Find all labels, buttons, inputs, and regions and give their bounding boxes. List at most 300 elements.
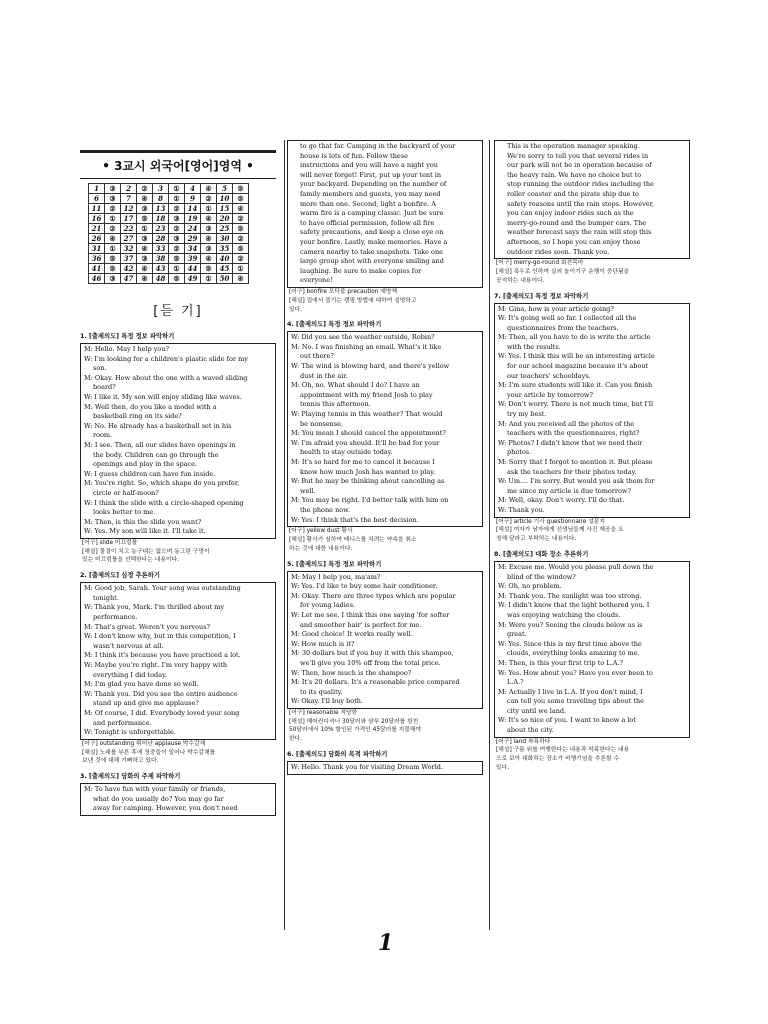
section-heading: [듣 기] [153,304,203,319]
answer-choice: ④ [105,234,121,244]
question-number: 48 [153,274,169,284]
question-3 [80,771,276,816]
script-line: will never forget! First, put up your tent in [300,170,442,179]
script-line: stand up and give me applause? [93,699,199,708]
question-number: 34 [185,244,201,254]
script-line: photos. [507,448,532,457]
answer-choice: ④ [201,254,217,264]
explanation-line: 하는 것에 대한 내용이다. [289,545,353,552]
script-line: house is lots of fun. Follow these [300,151,408,160]
script-line: we'll give you 10% off from the total price. [300,658,441,667]
script-line: out there? [300,352,334,361]
script-line: W: No. He already has a basketball set in his [84,421,232,430]
script-line: M: Actually I live in L.A. If you don't mind, I [498,687,643,696]
explanation-line: [어구] reasonable 적당한 [289,709,358,716]
script-box [287,571,483,709]
script-line: M: Good job, Sarah. Your song was outstanding [84,584,241,593]
script-line: our park will not be in operation because of [507,161,652,170]
script-line: M: Sorry that I forgot to mention it. But please [498,458,653,467]
script-line: away for camping. However, you don't need [93,804,238,813]
script-line: family members and guests, you may need [300,189,441,198]
answer-choice: ⑤ [169,274,185,284]
script-line: M: To have fun with your family or friends, [84,785,226,794]
question-number: 3 [153,184,169,194]
page-number: 1 [378,930,394,956]
answer-choice: ② [169,244,185,254]
question-number: 29 [185,234,201,244]
question-1 [80,331,276,565]
script-line: to have official permission, follow all fire [300,218,435,227]
script-line: about the city. [507,726,554,735]
question-number: 27 [121,234,137,244]
script-line: W: Um.... I'm sorry. But would you ask them for [498,477,655,486]
script-line: for our school magazine because it's about [507,362,649,371]
script-line: more than one. Second, light a bonfire. A [300,199,436,208]
answer-choice: ① [233,264,249,274]
answer-choice: ③ [137,234,153,244]
question-number: 44 [185,264,201,274]
answer-choice: ② [105,204,121,214]
answer-choice: ② [233,214,249,224]
script-line: everyone! [300,276,333,285]
answer-row [89,194,249,204]
script-line: M: I think it's because you have practiced a lot. [84,651,241,660]
question-number: 15 [217,204,233,214]
script-line: health to stay outside today. [300,448,393,457]
script-line: teachers with the questionnaires, right? [507,429,640,438]
explanation-line: 있다. [289,306,303,313]
script-line: W: Yes. I think this will be an interesting article [498,352,655,361]
script-line: M: 30 dollars but if you buy it with this shampoo, [291,649,454,658]
question-number: 28 [153,234,169,244]
script-line: can tell you some traveling tips about the [507,697,645,706]
question-heading: 2. [출제의도] 심정 추론하기 [80,572,160,580]
question-number: 30 [217,234,233,244]
answer-row [89,184,249,194]
question-number: 11 [89,204,105,214]
script-line: W: Let me see. I think this one saying 'for softer [291,610,450,619]
script-line: This is the operation manager speaking. [507,142,640,150]
answer-choice: ③ [169,234,185,244]
script-box [80,343,276,539]
question-number: 20 [217,214,233,224]
answer-choice: ② [233,234,249,244]
script-line: M: Good choice! It works really well. [291,630,413,639]
script-line: M: No. I was finishing an email. What's it like [291,342,442,351]
script-line: W: Thank you. Did you see the entire audience [84,689,238,698]
script-line: camera nearby to take snapshots. Take one [300,247,443,256]
explanation-line: 50달러에서 10% 할인된 가격인 45달러를 지불해야 [289,727,422,734]
script-line: your bonfire. Lastly, make memories. Have a [300,237,448,246]
script-line: with the results. [507,342,561,351]
question-number: 1 [89,184,105,194]
script-line: M: Of course, I did. Everybody loved your song [84,708,240,717]
answer-choice: ③ [137,254,153,264]
answer-choice: ④ [201,234,217,244]
script-line: W: It's so nice of you. I want to know a lot [498,716,636,725]
script-line: try my best. [507,410,547,419]
question-number: 17 [121,214,137,224]
script-line: instructions and you will have a night you [300,161,438,170]
script-line: our teachers' schooldays. [507,371,591,380]
answer-choice: ③ [105,194,121,204]
question-heading: 6. [출제의도] 담화의 목적 파악하기 [287,751,388,759]
question-number: 2 [121,184,137,194]
script-line: M: Okay. How about the one with a waved sliding [84,373,248,382]
question-6-continued [494,140,690,286]
script-line: M: Hello. May I help you? [84,345,170,353]
script-line: questionnaires from the teachers. [507,323,619,332]
column-2 [287,140,483,775]
question-number: 25 [217,224,233,234]
answer-row [89,224,249,234]
script-line: W: I don't know why, but in this competition, I [84,632,236,641]
script-line: M: Excuse me. Would you please pull down the [498,562,654,571]
script-line: M: It's so hard for me to cancel it because I [291,458,435,467]
question-number: 22 [121,224,137,234]
script-line: W: Did you see the weather outside, Robin? [291,333,435,342]
question-number: 36 [89,254,105,264]
script-line: performance. [93,613,138,622]
answer-choice: ③ [105,184,121,194]
explanation-line: [어구] land 착륙하다 [496,738,551,745]
answer-choice: ⑤ [233,194,249,204]
explanation-line: [해설] 헤어컨디셔너 30달러와 샴푸 20달러를 함친 [289,718,419,725]
question-heading: 8. [출제의도] 대화 장소 추론하기 [494,550,589,558]
answer-choice: ① [169,264,185,274]
script-line: L.A.? [507,678,524,687]
answer-choice: ④ [201,214,217,224]
script-line: son. [93,364,107,373]
explanation-line: [해설] 집에서 즐기는 캠핑 방법에 대하여 설명하고 [289,297,417,304]
answer-row [89,204,249,214]
question-number: 21 [89,224,105,234]
question-number: 31 [89,244,105,254]
question-number: 24 [185,224,201,234]
script-line: well. [300,486,316,495]
answer-choice: ① [137,224,153,234]
script-line: W: It's going well so far. I collected all the [498,314,637,323]
explanation-line: [어구] slide 미끄럼틀 [82,539,138,546]
script-line: safety precautions, and keep a close eye on [300,228,444,237]
answer-choice: ② [105,224,121,234]
script-line: W: Okay. I'll buy both. [291,697,364,706]
explanation-line: 있는 미끄럼틀을 선택한다는 내용이다. [82,557,179,564]
script-line: W: How much is it? [291,639,355,648]
answer-choice: ② [137,184,153,194]
answer-choice: ① [169,194,185,204]
question-number: 13 [153,204,169,214]
script-line: outdoor rides soon. Thank you. [507,247,610,256]
question-number: 43 [153,264,169,274]
script-line: M: Well then, do you like a model with a [84,402,217,411]
column-1 [80,140,276,816]
question-heading: 7. [출제의도] 특정 정보 파악하기 [494,292,589,300]
question-number: 38 [153,254,169,264]
script-line: room. [93,431,113,440]
explanation-line: 한다. [289,736,303,743]
script-line: M: Were you? Seeing the clouds below us is [498,620,643,629]
script-line: W: Hello. Thank you for visiting Dream World. [291,763,444,772]
explanation-line: [해설] 노래를 부른 후에 청중들이 일어나 박수갈채를 [82,749,216,756]
script-line: M: Well, okay. Don't worry. I'll do that. [498,496,625,505]
script-line: to its quality. [300,687,343,696]
answer-row [89,264,249,274]
script-line: W: I'm looking for a children's plastic slide for my [84,354,248,363]
script-line: W: Thank you, Mark. I'm thrilled about my [84,603,225,612]
answer-row [89,214,249,224]
script-box [80,783,276,816]
script-line: W: I'm afraid you should. It'll be bad for your [291,438,440,447]
question-number: 33 [153,244,169,254]
script-box [494,140,690,259]
script-line: M: Thank you. The sunlight was too strong. [498,591,642,600]
answer-choice: ③ [137,204,153,214]
explanation-line: [해설] 물결이 치고 농구대는 없으며 동그란 구멍이 [82,548,210,555]
script-box [494,303,690,518]
question-6 [287,749,483,775]
script-line: appointment with my friend Josh to play [300,390,433,399]
script-line: warm fire is a camping classic. Just be sure [300,209,444,218]
question-7 [494,291,690,544]
script-line: weather forecast says the rain will stop this [507,228,652,237]
answer-choice: ⑤ [201,264,217,274]
script-line: W: I guess children can have fun inside. [84,469,216,478]
answer-choice: ⑤ [105,254,121,264]
answer-choice: ③ [105,274,121,284]
answer-choice: ① [201,204,217,214]
explanation-line: 공지하는 내용이다. [496,277,545,284]
question-number: 32 [121,244,137,254]
explanation-line: 으로 보아 대화하는 장소가 비행기임을 추론할 수 [496,756,620,763]
script-line: W: Yes. I think that's the best decision. [291,515,419,524]
script-line: M: Then, is this the slide you want? [84,517,202,526]
question-number: 18 [153,214,169,224]
question-number: 49 [185,274,201,284]
answer-choice: ⑤ [233,184,249,194]
explanation-line: [어구] article 기사 questionnaire 설문지 [496,518,605,525]
explanation-line: 청해 달라고 부탁하는 내용이다. [496,536,577,543]
script-line: M: Oh, no. What should I do? I have an [291,381,420,390]
script-line: W: Yes. Since this is my first time above the [498,639,642,648]
column-3 [494,140,690,773]
answer-choice: ① [201,274,217,284]
answer-row [89,274,249,284]
script-line: great. [507,630,527,639]
question-3-continued [287,140,483,314]
script-line: M: You may be right. I'd better talk with him on [291,496,449,505]
answer-row [89,244,249,254]
explanation-line: [어구] yellow dust 황사 [289,528,353,535]
script-box [287,331,483,527]
script-line: W: Oh, no problem. [498,582,562,591]
answer-choice: ⑤ [137,214,153,224]
script-line: W: Don't worry. There is not much time, but I'll [498,400,654,409]
answer-choice: ② [169,204,185,214]
question-number: 41 [89,264,105,274]
explanation-line: 있다. [496,765,510,772]
question-number: 26 [89,234,105,244]
script-line: basketball ring on its side? [93,412,182,421]
question-5 [287,559,483,745]
question-number: 8 [153,194,169,204]
answer-choice: ⑤ [105,264,121,274]
script-line: board? [93,383,116,392]
question-number: 4 [185,184,201,194]
question-number: 47 [121,274,137,284]
script-line: the body. Children can go through the [93,450,219,459]
script-line: stop running the outdoor rides including the [507,180,654,189]
script-line: dust in the air. [300,371,348,380]
explanation-line: [해설] 여자가 남자에게 선생님들께 사진 제공을 요 [496,527,624,534]
question-number: 10 [217,194,233,204]
answer-choice: ② [169,224,185,234]
script-line: W: The wind is blowing hard, and there's yellow [291,362,450,371]
script-line: W: I like it. My son will enjoy sliding like waves. [84,392,242,401]
answer-choice: ② [233,254,249,264]
answer-choice: ③ [201,244,217,254]
script-line: M: I see. Then, all our slides have openings in [84,440,236,449]
script-box [287,761,483,775]
question-heading: 3. [출제의도] 담화의 주제 파악하기 [80,773,181,781]
script-line: roller coaster and the pirate ship due to [507,189,639,198]
script-line: laughing. Be sure to make copies for [300,266,422,275]
explanation-line: [어구] merry-go-round 회전목마 [496,260,584,267]
script-line: M: Gina, how is your article going? [498,304,614,313]
script-line: W: Yes. I'd like to buy some hair conditioner. [291,582,438,591]
script-line: your backyard. Depending on the number of [300,180,447,189]
script-line: ask the teachers for their photos today. [507,467,637,476]
question-number: 5 [217,184,233,194]
script-line: W: Then, how much is the shampoo? [291,668,412,677]
script-line: M: It's 20 dollars. It's a reasonable price compared [291,678,460,687]
question-8 [494,549,690,773]
script-line: the phone now. [300,505,351,514]
answer-choice: ③ [169,214,185,224]
script-line: openings and play in the space. [93,460,198,469]
script-box [80,582,276,740]
script-line: M: That's great. Weren't you nervous? [84,622,211,631]
question-number: 46 [89,274,105,284]
page-title: • 3교시 외국어[영어]영역 • [80,150,276,179]
question-number: 16 [89,214,105,224]
script-line: city until we land. [507,706,567,715]
script-line: your article by tomorrow? [507,390,593,399]
answer-choice: ④ [201,184,217,194]
explanation-line: [해설] 황사가 심하여 테니스를 치려는 약속을 취소 [289,536,417,543]
question-number: 14 [185,204,201,214]
explanation-line: [어구] bonfire 모닥불 precaution 예방책 [289,288,398,295]
question-number: 19 [185,214,201,224]
script-line: tennis this afternoon. [300,400,371,409]
script-line: We're sorry to tell you that several rides in [507,151,649,160]
question-number: 12 [121,204,137,214]
script-line: M: Then, is this your first trip to L.A.? [498,658,624,667]
script-line: W: Photos? I didn't know that we need their [498,438,643,447]
script-line: W: Yes. How about you? Have you ever been to [498,668,653,677]
script-line: for young ladies. [300,601,356,610]
answer-key-table [88,183,249,284]
question-4 [287,319,483,553]
script-line: and performance. [93,718,152,727]
column-divider [489,140,490,930]
question-2 [80,570,276,766]
script-line: circle or half-moon? [93,488,159,497]
question-number: 39 [185,254,201,264]
answer-choice: ④ [137,264,153,274]
question-heading: 1. [출제의도] 특정 정보 파악하기 [80,333,175,340]
script-line: tonight. [93,593,119,602]
script-line: M: Okay. There are three types which are popular [291,591,456,600]
answer-choice: ⑤ [233,244,249,254]
script-line: afternoon, so I hope you can enjoy those [507,237,641,246]
script-line: M: And you received all the photos of the [498,419,635,428]
script-line: large group shot with everyone smiling and [300,257,444,266]
script-line: what do you usually do? You may go far [93,794,224,803]
script-line: everything I did today. [93,670,167,679]
script-line: the heavy rain. We have no choice but to [507,170,642,179]
question-number: 35 [217,244,233,254]
question-number: 37 [121,254,137,264]
question-number: 9 [185,194,201,204]
question-heading: 5. [출제의도] 특정 정보 파악하기 [287,560,382,568]
answer-choice: ④ [137,194,153,204]
script-line: M: I'm glad you have done so well. [84,680,199,689]
column-divider [284,140,285,930]
script-line: W: I didn't know that the light bothered you. I [498,601,650,610]
script-line: W: Thank you. [498,505,545,514]
script-line: W: Tonight is unforgettable. [84,728,176,737]
script-line: W: Playing tennis in this weather? That would [291,410,443,419]
question-number: 6 [89,194,105,204]
script-line: you can enjoy indoor rides such as the [507,209,634,218]
answer-choice: ⑤ [233,224,249,234]
question-heading: 4. [출제의도] 특정 정보 파악하기 [287,321,382,329]
script-line: W: But he may be thinking about cancelling as [291,477,445,486]
answer-choice: ② [201,194,217,204]
answer-choice: ⑤ [169,254,185,264]
explanation-line: [어구] outstanding 뛰어난 applause 박수갈채 [82,740,206,747]
script-line: be nonsense. [300,419,343,428]
script-line: safety reasons until the rain stops. However, [507,199,655,208]
answer-choice: ④ [233,274,249,284]
question-number: 7 [121,194,137,204]
script-line: W: Maybe you're right. I'm very happy with [84,661,228,670]
answer-choice: ④ [233,204,249,214]
script-line: and smoother hair' is perfect for me. [300,620,422,629]
script-line: wasn't nervous at all. [93,641,164,650]
answer-choice: ④ [137,244,153,254]
script-line: merry-go-round and the bumper cars. The [507,218,647,227]
question-number: 42 [121,264,137,274]
script-box [287,140,483,288]
script-line: looks better to me. [93,508,156,517]
answer-choice: ③ [201,224,217,234]
script-line: M: You're right. So, which shape do you prefer, [84,479,240,488]
script-line: blind of the window? [507,572,576,581]
answer-choice: ④ [137,274,153,284]
script-line: M: I'm sure students will like it. Can you finish [498,381,653,390]
script-line: know how much Josh has wanted to play. [300,467,436,476]
answer-choice: ① [105,244,121,254]
answer-choice: ① [169,184,185,194]
answer-row [89,254,249,264]
script-line: M: May I help you, ma'am? [291,572,381,581]
answer-choice: ① [105,214,121,224]
explanation-line: 보낸 것에 대해 기뻐하고 있다. [82,758,159,765]
question-number: 40 [217,254,233,264]
script-box [494,561,690,738]
